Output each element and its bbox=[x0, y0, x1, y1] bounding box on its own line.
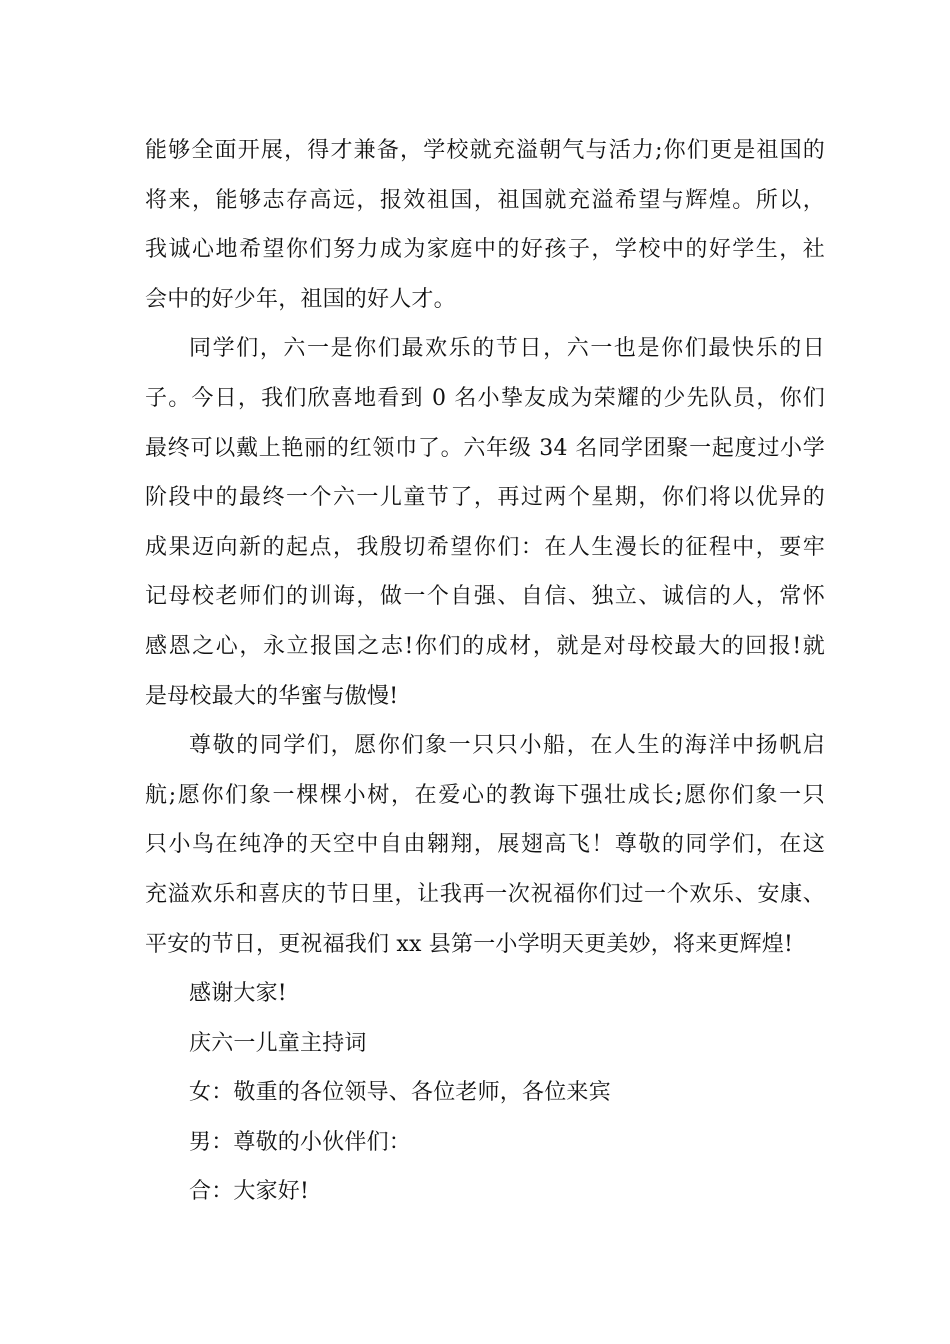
text-line: 我诚心地希望你们努力成为家庭中的好孩子，学校中的好学生，社 bbox=[145, 237, 825, 263]
section-heading bbox=[145, 1019, 825, 1069]
paragraph bbox=[145, 969, 825, 1019]
text-line: 平安的节日，更祝福我们 xx 县第一小学明天更美妙，将来更辉煌! bbox=[145, 931, 794, 957]
paragraph bbox=[145, 1118, 825, 1168]
text-line: 航;愿你们象一棵棵小树，在爱心的教诲下强壮成长;愿你们象一只 bbox=[145, 782, 825, 808]
paragraph bbox=[145, 324, 825, 721]
text-line: 男：尊敬的小伙伴们： bbox=[189, 1129, 412, 1155]
text-line: 感谢大家! bbox=[189, 981, 287, 1007]
text-line: 只小鸟在纯净的天空中自由翱翔，展翅高飞！尊敬的同学们，在这 bbox=[145, 832, 825, 858]
text-line: 能够全面开展，得才兼备，学校就充溢朝气与活力;你们更是祖国的 bbox=[145, 138, 825, 163]
text-line: 记母校老师们的训诲，做一个自强、自信、独立、诚信的人，常怀 bbox=[145, 584, 825, 610]
text-line: 庆六一儿童主持词 bbox=[189, 1030, 367, 1056]
text-line: 同学们，六一是你们最欢乐的节日，六一也是你们最快乐的日 bbox=[189, 336, 825, 362]
document-body bbox=[145, 126, 825, 1217]
text-line: 合：大家好! bbox=[189, 1179, 310, 1205]
text-line: 充溢欢乐和喜庆的节日里，让我再一次祝福你们过一个欢乐、安康、 bbox=[145, 881, 825, 907]
paragraph bbox=[145, 1167, 825, 1217]
text-line: 女：敬重的各位领导、各位老师，各位来宾 bbox=[189, 1080, 611, 1106]
paragraph bbox=[145, 721, 825, 969]
paragraph bbox=[145, 126, 825, 324]
text-line: 阶段中的最终一个六一儿童节了，再过两个星期，你们将以优异的 bbox=[145, 485, 825, 511]
text-line: 成果迈向新的起点，我殷切希望你们：在人生漫长的征程中，要牢 bbox=[145, 534, 825, 560]
text-line: 尊敬的同学们，愿你们象一只只小船，在人生的海洋中扬帆启 bbox=[189, 733, 825, 759]
text-line: 会中的好少年，祖国的好人才。 bbox=[145, 286, 456, 312]
text-line: 是母校最大的华蜜与傲慢! bbox=[145, 683, 399, 709]
text-line: 最终可以戴上艳丽的红领巾了。六年级 34 名同学团聚一起度过小学 bbox=[145, 435, 825, 461]
text-line: 子。今日，我们欣喜地看到 0 名小挚友成为荣耀的少先队员，你们 bbox=[145, 385, 825, 411]
text-line: 感恩之心，永立报国之志!你们的成材，就是对母校最大的回报!就 bbox=[145, 633, 825, 659]
paragraph bbox=[145, 1068, 825, 1118]
text-line: 将来，能够志存高远，报效祖国，祖国就充溢希望与辉煌。所以， bbox=[145, 187, 825, 213]
